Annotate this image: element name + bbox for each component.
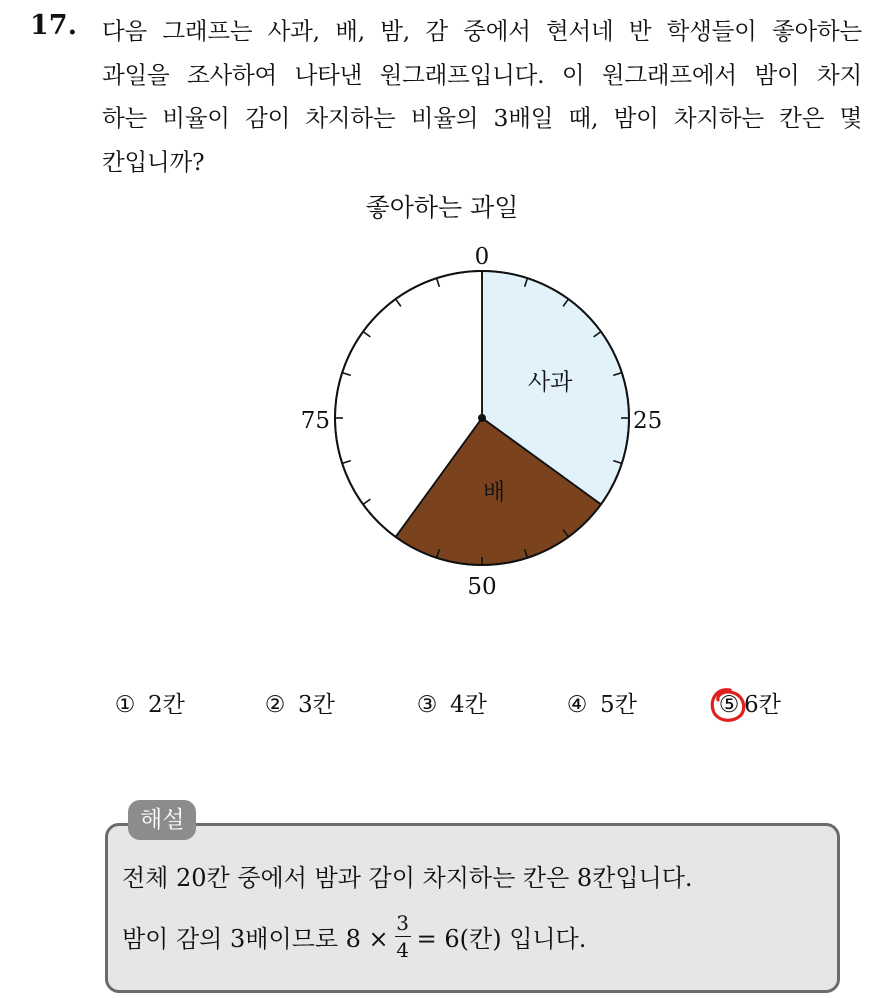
- solution-line-2: [122, 912, 586, 960]
- choice-text: 6칸: [744, 692, 781, 718]
- answer-choices: [0, 686, 884, 726]
- choice-5[interactable]: [716, 686, 781, 719]
- choice-mark: ①: [114, 692, 136, 718]
- pie-slice-label: 배: [482, 479, 506, 506]
- answer-circle-mark: [708, 686, 748, 726]
- pie-tick-label: 25: [633, 408, 663, 434]
- solution-line-2-prefix: 밤이 감의 3배이므로 8 ×: [122, 924, 389, 953]
- choice-mark-glyph: ⑤: [718, 692, 740, 718]
- question-line: 하는 비율이 감이 차지하는 비율의 3배일 때, 밤이 차지하는 칸은 몇: [102, 104, 862, 132]
- pie-center-dot: [478, 414, 486, 422]
- solution-line-2-suffix: = 6(칸) 입니다.: [416, 924, 587, 953]
- choice-text: 3칸: [298, 692, 335, 718]
- solution-box: [105, 823, 840, 993]
- choice-3[interactable]: [414, 686, 487, 719]
- question-line: 과일을 조사하여 나타낸 원그래프입니다. 이 원그래프에서 밤이 차지: [102, 60, 862, 89]
- pie-tick-label: 50: [467, 574, 497, 600]
- choice-text: 5칸: [600, 692, 637, 718]
- choice-4[interactable]: [564, 686, 637, 719]
- fraction-denominator: 4: [396, 937, 409, 962]
- choice-2[interactable]: [262, 686, 335, 719]
- question-number: 17.: [30, 10, 77, 41]
- fraction: [395, 912, 411, 961]
- choice-mark: [716, 692, 742, 718]
- pie-slice-label: 사과: [527, 369, 573, 396]
- choice-text: 4칸: [450, 692, 487, 718]
- pie-tick-label: 0: [474, 244, 490, 270]
- solution-tag: 해설: [128, 800, 196, 840]
- choice-mark: ④: [566, 692, 588, 718]
- choice-mark: ②: [264, 692, 286, 718]
- question-line: 다음 그래프는 사과, 배, 밤, 감 중에서 현서네 반 학생들이 좋아하는: [102, 17, 862, 45]
- choice-mark: ③: [416, 692, 438, 718]
- solution-line-1: 전체 20칸 중에서 밤과 감이 차지하는 칸은 8칸입니다.: [122, 864, 693, 892]
- question-line: 칸입니까?: [102, 147, 205, 176]
- pie-tick-label: 75: [300, 408, 330, 434]
- chart-title: 좋아하는 과일: [365, 193, 519, 222]
- choice-1[interactable]: [112, 686, 185, 719]
- fraction-numerator: 3: [396, 910, 409, 935]
- choice-text: 2칸: [148, 692, 185, 718]
- fraction-bar: [395, 936, 411, 937]
